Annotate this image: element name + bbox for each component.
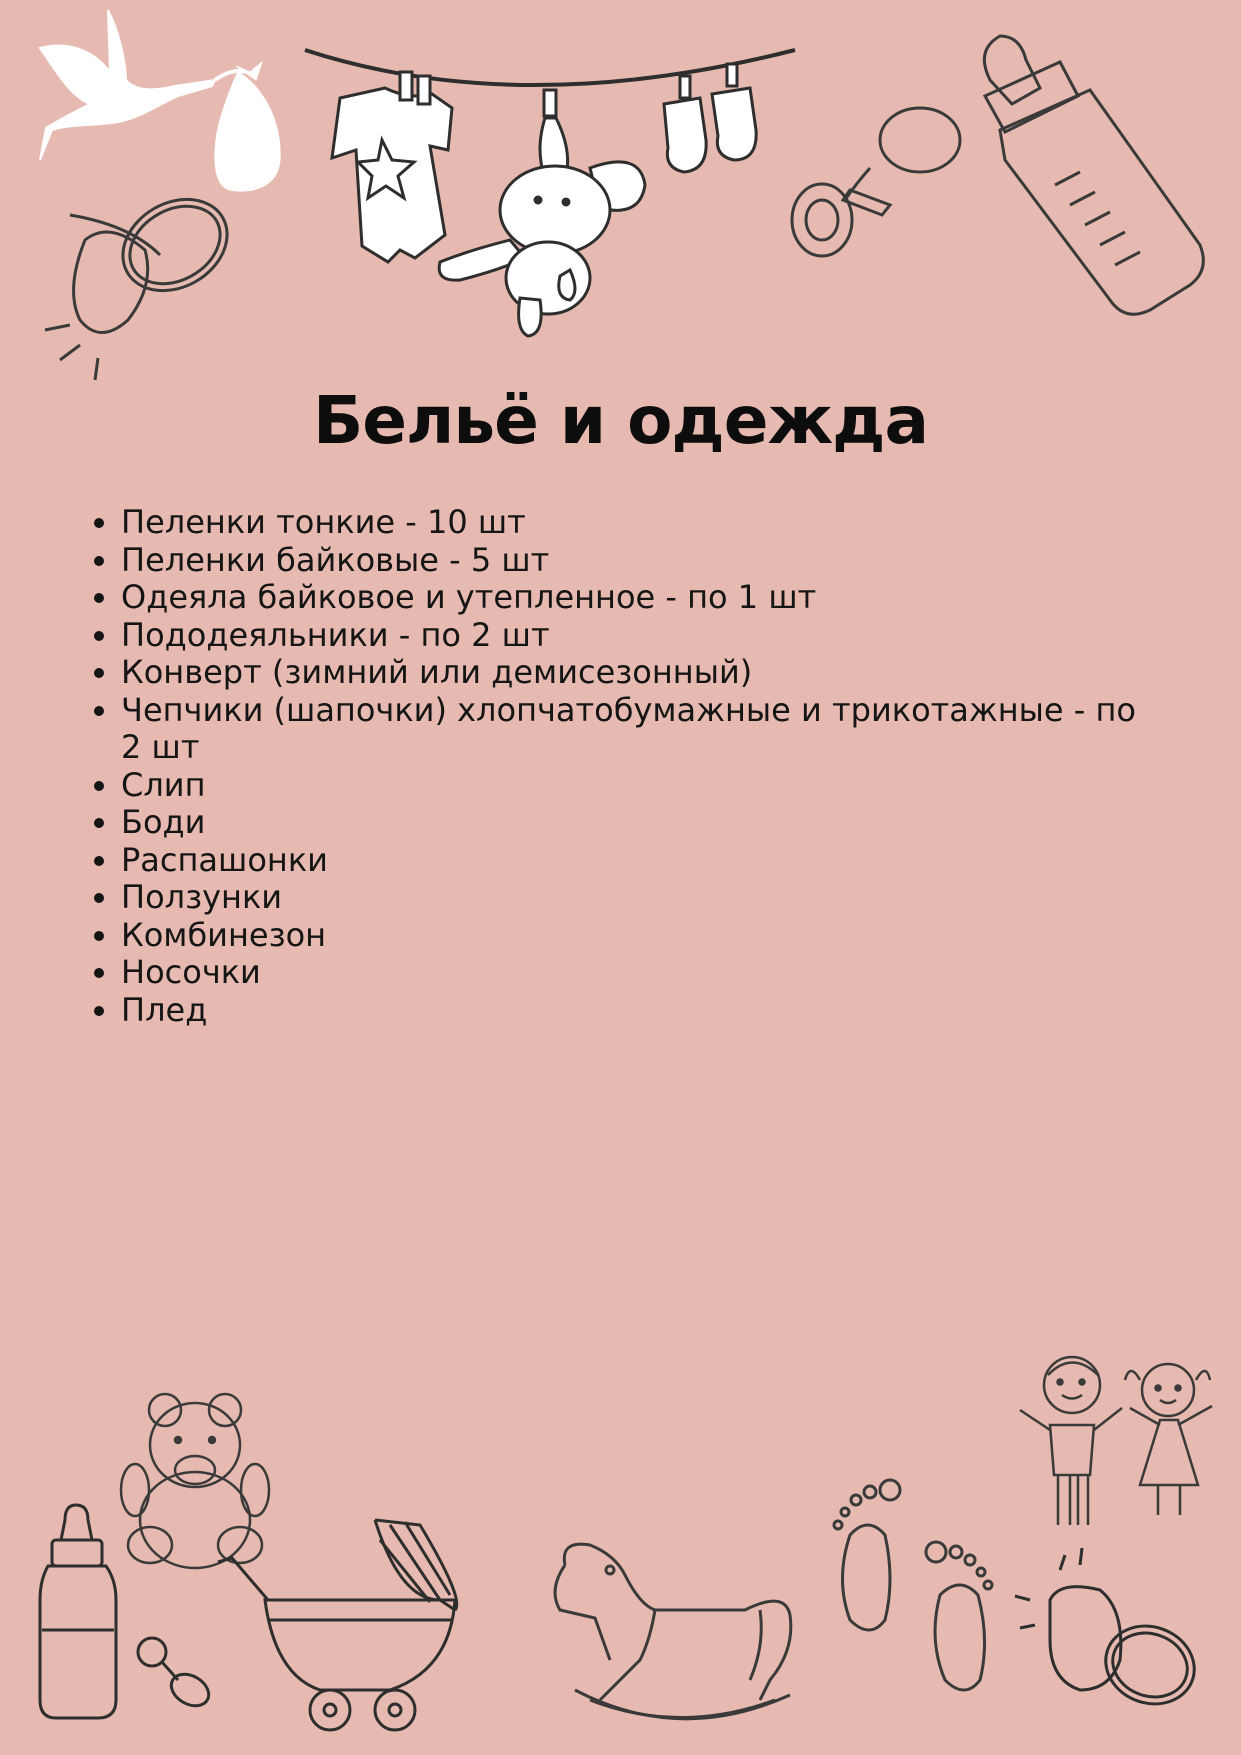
list-item: • Чепчики (шапочки) хлопчатобумажные и трикотажные - по 2 шт xyxy=(121,692,1151,767)
bunny-toy-icon xyxy=(439,90,645,336)
teddy-bear-icon xyxy=(121,1394,269,1568)
pacifier-icon xyxy=(792,108,960,256)
list-item: • Одеяла байковое и утепленное - по 1 шт xyxy=(121,579,1151,617)
list-item: • Слип xyxy=(121,767,1151,805)
stroller-icon xyxy=(218,1520,457,1730)
list-item: • Ползунки xyxy=(121,879,1151,917)
pacifier-icon xyxy=(45,181,244,380)
baby-bottle-icon xyxy=(984,36,1203,314)
list-item: • Распашонки xyxy=(121,842,1151,880)
socks-icon xyxy=(664,64,756,172)
stork-icon xyxy=(40,10,280,191)
clothesline-icon xyxy=(305,50,795,85)
list-item: • Конверт (зимний или демисезонный) xyxy=(121,654,1151,692)
children-icon xyxy=(1020,1357,1212,1525)
footprints-icon xyxy=(834,1480,992,1690)
rocking-horse-icon xyxy=(555,1544,791,1719)
clothing-list xyxy=(121,504,1151,1029)
list-item: • Носочки xyxy=(121,954,1151,992)
page-title: Бельё и одежда xyxy=(312,382,929,459)
baby-bottle-icon xyxy=(40,1505,116,1718)
bodysuit-icon xyxy=(332,72,452,262)
pacifier-icon xyxy=(1015,1548,1205,1716)
list-item: • Пеленки тонкие - 10 шт xyxy=(121,504,1151,542)
list-item: • Пеленки байковые - 5 шт xyxy=(121,542,1151,580)
list-item: • Плед xyxy=(121,992,1151,1030)
pacifier-icon xyxy=(138,1638,214,1712)
list-item: • Боди xyxy=(121,804,1151,842)
list-item: • Пододеяльники - по 2 шт xyxy=(121,617,1151,655)
list-item: • Комбинезон xyxy=(121,917,1151,955)
